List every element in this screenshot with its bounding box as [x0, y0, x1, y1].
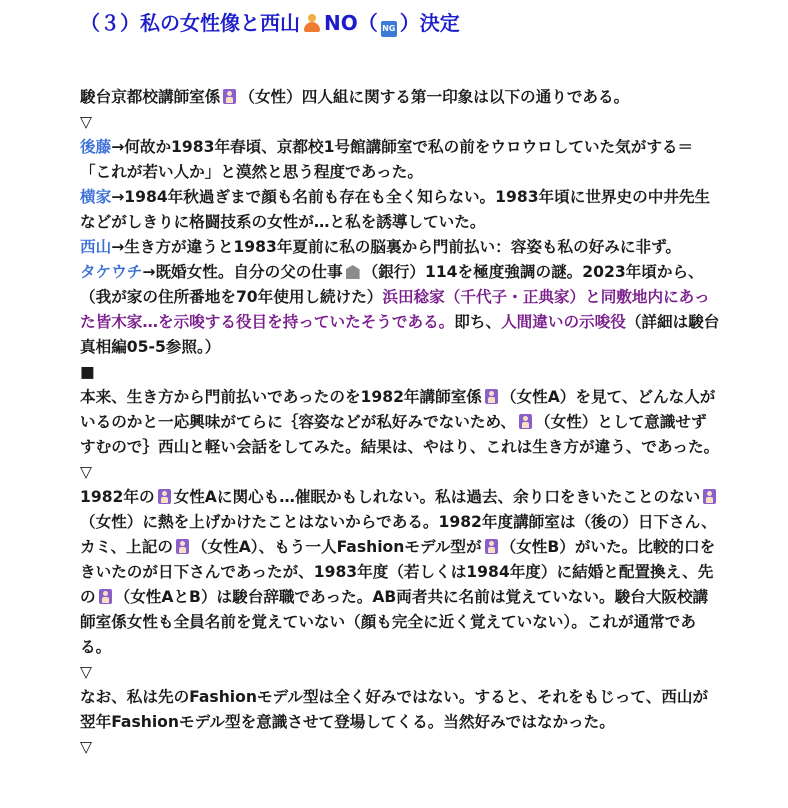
heading-text-prefix: （３）私の女性像と西山	[80, 11, 300, 35]
paragraph	[80, 135, 720, 185]
ng-button-icon: NG	[381, 21, 397, 37]
text-segment: 女性Aに関心も…催眠かもしれない。私は過去、余り口をきいたことのない	[173, 488, 701, 506]
paragraph	[80, 85, 720, 110]
paragraph	[80, 660, 720, 685]
text-segment: 即ち、	[454, 313, 502, 331]
woman-icon	[176, 539, 189, 554]
highlight-text: 人間違いの示唆役	[501, 313, 626, 331]
text-segment: （銀行）114を極度強調の謎。2023年頃から、（我が家の住所番地を70年使用し続けた）	[80, 263, 704, 306]
heading-text-middle: NO（	[324, 11, 378, 35]
text-segment: 本来、生き方から門前払いであったのを1982年講師室係	[80, 388, 482, 406]
woman-icon	[158, 489, 171, 504]
text-segment: →生き方が違うと1983年夏前に私の脳裏から門前払い：容姿も私の好みに非ず。	[111, 238, 682, 256]
text-segment: ▽	[80, 113, 92, 131]
article-body	[80, 85, 720, 760]
text-segment: ▽	[80, 663, 92, 681]
paragraph	[80, 360, 720, 385]
text-segment: なお、私は先のFashionモデル型は全く好みではない。すると、それをもじって、西山が翌年Fashionモデル型を意識させて登場してくる。当然好みではなかった。	[80, 688, 709, 731]
highlight-text: 浜田稔家（千代子・正典家）と同敷地内にあった皆木家…を示唆する役目を持っていたそうである。	[80, 288, 710, 331]
text-segment: （女性）に熱を上げかけたことはないからである。1982年度講師室は（後の）日下さん、カミ、上記の	[80, 513, 717, 556]
person-name: 横家	[80, 188, 112, 206]
person-name: タケウチ	[80, 263, 143, 281]
woman-icon	[223, 89, 236, 104]
text-segment: ▽	[80, 463, 92, 481]
text-segment: （女性A）を見て、どんな人がいるのかと一応興味がてらに｛容姿などが私好みでないため、	[80, 388, 716, 431]
paragraph	[80, 260, 720, 360]
paragraph	[80, 110, 720, 135]
woman-icon	[485, 389, 498, 404]
paragraph	[80, 385, 720, 460]
section-heading	[80, 8, 460, 38]
paragraph	[80, 685, 720, 735]
text-segment: （女性A）、もう一人Fashionモデル型が	[191, 538, 482, 556]
woman-icon	[703, 489, 716, 504]
woman-icon	[485, 539, 498, 554]
text-segment: ■	[80, 363, 95, 381]
paragraph	[80, 735, 720, 760]
text-segment: →1984年秋過ぎまで顔も名前も存在も全く知らない。1983年頃に世界史の中井先生などがしきりに格闘技系の女性が…と私を誘導していた。	[80, 188, 711, 231]
paragraph	[80, 235, 720, 260]
paragraph	[80, 185, 720, 235]
person-name: 後藤	[80, 138, 112, 156]
text-segment: （女性）四人組に関する第一印象は以下の通りである。	[239, 88, 630, 106]
text-segment: （女性AとB）は駿台辞職であった。AB両者共に名前は覚えていない。駿台大阪校講師室係女性も全員名前を覚えていない（顔も完全に近く覚えていない）。これが通常である。	[80, 588, 709, 656]
text-segment: →既婚女性。自分の父の仕事	[142, 263, 343, 281]
woman-icon	[519, 414, 532, 429]
text-segment: （女性）として意識せずすむので｝西山と軽い会話をしてみた。結果は、やはり、これは生き方が違う、であった。	[80, 413, 720, 456]
person-name: 西山	[80, 238, 112, 256]
bank-icon	[346, 265, 360, 279]
heading-text-suffix: ）決定	[399, 11, 460, 35]
text-segment: ▽	[80, 738, 92, 756]
text-segment: （女性B）がいた。比較的口をきいたのが日下さんであったが、1983年度（若しくは1984年度）に結婚と配置換え、先の	[80, 538, 716, 606]
paragraph	[80, 485, 720, 660]
text-segment: 1982年の	[80, 488, 155, 506]
woman-gesturing-no-icon	[303, 13, 321, 33]
text-segment: →何故か1983年春頃、京都校1号館講師室で私の前をウロウロしていた気がする＝「これが若い人か」と漠然と思う程度であった。	[80, 138, 694, 181]
paragraph	[80, 460, 720, 485]
woman-icon	[99, 589, 112, 604]
text-segment: 駿台京都校講師室係	[80, 88, 221, 106]
text-segment: （詳細は駿台真相編05-5参照。）	[80, 313, 720, 356]
